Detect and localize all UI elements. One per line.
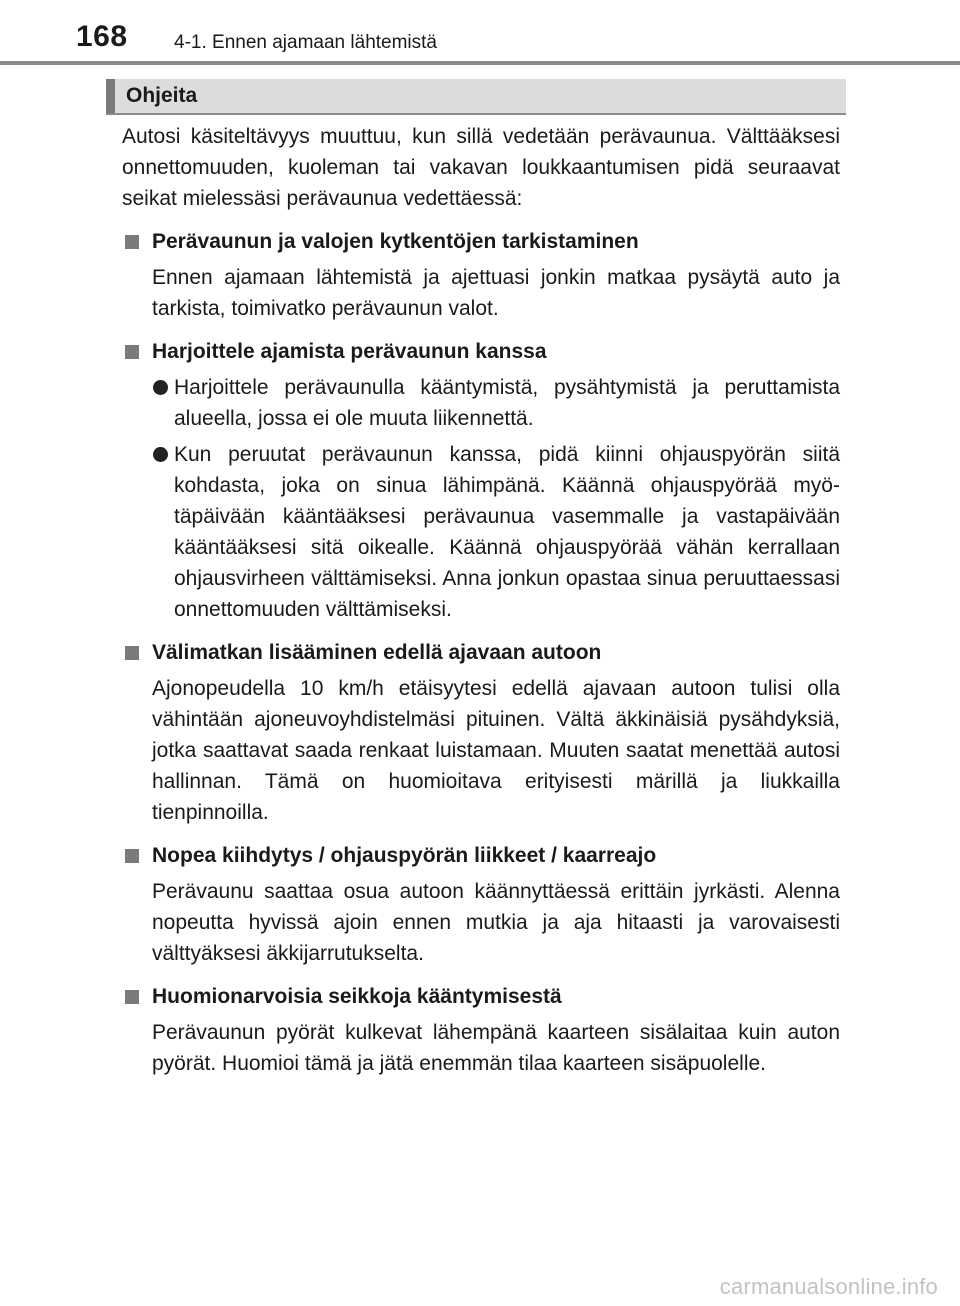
section-heading-text: Välimatkan lisääminen edellä ajavaan autoon [152,641,602,664]
list-item [122,439,840,625]
section-body: Perävaunu saattaa osua autoon käännyttäessä erittäin jyrkästi. Alenna nopeutta hyvissä ajoin ennen mutkia ja aja hitaasti ja varovaisesti välttyäksesi äkkijarrutukselta. [152,880,840,965]
section-heading-text: Perävaunun ja valojen kytkentöjen tarkistaminen [152,230,639,253]
section-heading-text: Harjoittele ajamista perävaunun kanssa [152,340,547,363]
section-practice-driving [122,336,840,625]
square-bullet-icon [125,990,139,1004]
bullet-list [122,372,840,625]
section-heading-text: Huomionarvoisia seikkoja kääntymisestä [152,985,562,1008]
page-header [0,0,960,62]
square-bullet-icon [125,849,139,863]
page-number: 168 [76,20,128,53]
list-item [122,372,840,434]
section-following-distance [122,637,840,828]
list-item-text: Harjoittele perävaunulla kääntymistä, pysähtymistä ja peruttamista alueella, jossa ei ole muuta liikennettä. [174,376,840,430]
section-turning-notes [122,981,840,1079]
square-bullet-icon [125,345,139,359]
section-heading [122,981,840,1012]
header-divider [0,61,960,65]
section-heading [122,336,840,367]
section-heading [122,226,840,257]
section-heading-text: Nopea kiihdytys / ohjauspyörän liikkeet / kaarreajo [152,844,657,867]
square-bullet-icon [125,235,139,249]
section-title: 4-1. Ennen ajamaan lähtemistä [174,32,437,53]
section-body: Perävaunun pyörät kulkevat lähempänä kaarteen sisälaitaa kuin auton pyörät. Huomioi tämä ja jätä enemmän tilaa kaarteen sisäpuolelle. [152,1021,840,1075]
section-heading [122,840,840,871]
banner-label: Ohjeita [126,84,198,107]
section-heading [122,637,840,668]
banner-accent-bar [106,79,115,113]
section-trailer-lights [122,226,840,324]
page-content [122,121,840,1091]
round-bullet-icon [153,447,168,462]
advice-banner [106,79,846,115]
intro-paragraph: Autosi käsiteltävyys muuttuu, kun sillä vedetään perävaunua. Välttääksesi onnettomuuden, kuoleman tai vakavan loukkaantumisen pidä seuraavat seikat mielessäsi perävaunua vedettäessä: [122,125,840,210]
round-bullet-icon [153,380,168,395]
section-body: Ajonopeudella 10 km/h etäisyytesi edellä ajavaan autoon tulisi olla vähintään ajoneuvoyhdistelmäsi pituinen. Vältä äkkinäisiä pysähdyksiä, jotka saattavat saada renkaat luistamaan. Muuten saatat menettää autosi hallinnan. Tämä on huomioitava erityisesti märillä ja liukkailla tienpinnoilla. [152,677,840,824]
source-watermark: carmanualsonline.info [719,1274,938,1299]
list-item-text: Kun peruutat perävaunun kanssa, pidä kiinni ohjauspyörän siitä kohdasta, joka on sinua lähimpänä. Käännä ohjauspyörää myötäpäivään kääntääksesi perävaunua vasemmalle ja vastapäivään kääntääksesi sitä oikealle. Käännä ohjauspyörää vähän kerrallaan ohjausvirheen välttämiseksi. Anna jonkun opastaa sinua peruuttaessasi onnettomuuden välttämiseksi. [174,443,840,621]
section-acceleration-cornering [122,840,840,969]
square-bullet-icon [125,646,139,660]
section-body: Ennen ajamaan lähtemistä ja ajettuasi jonkin matkaa pysäytä auto ja tarkista, toimivatko perävaunun valot. [152,266,840,320]
